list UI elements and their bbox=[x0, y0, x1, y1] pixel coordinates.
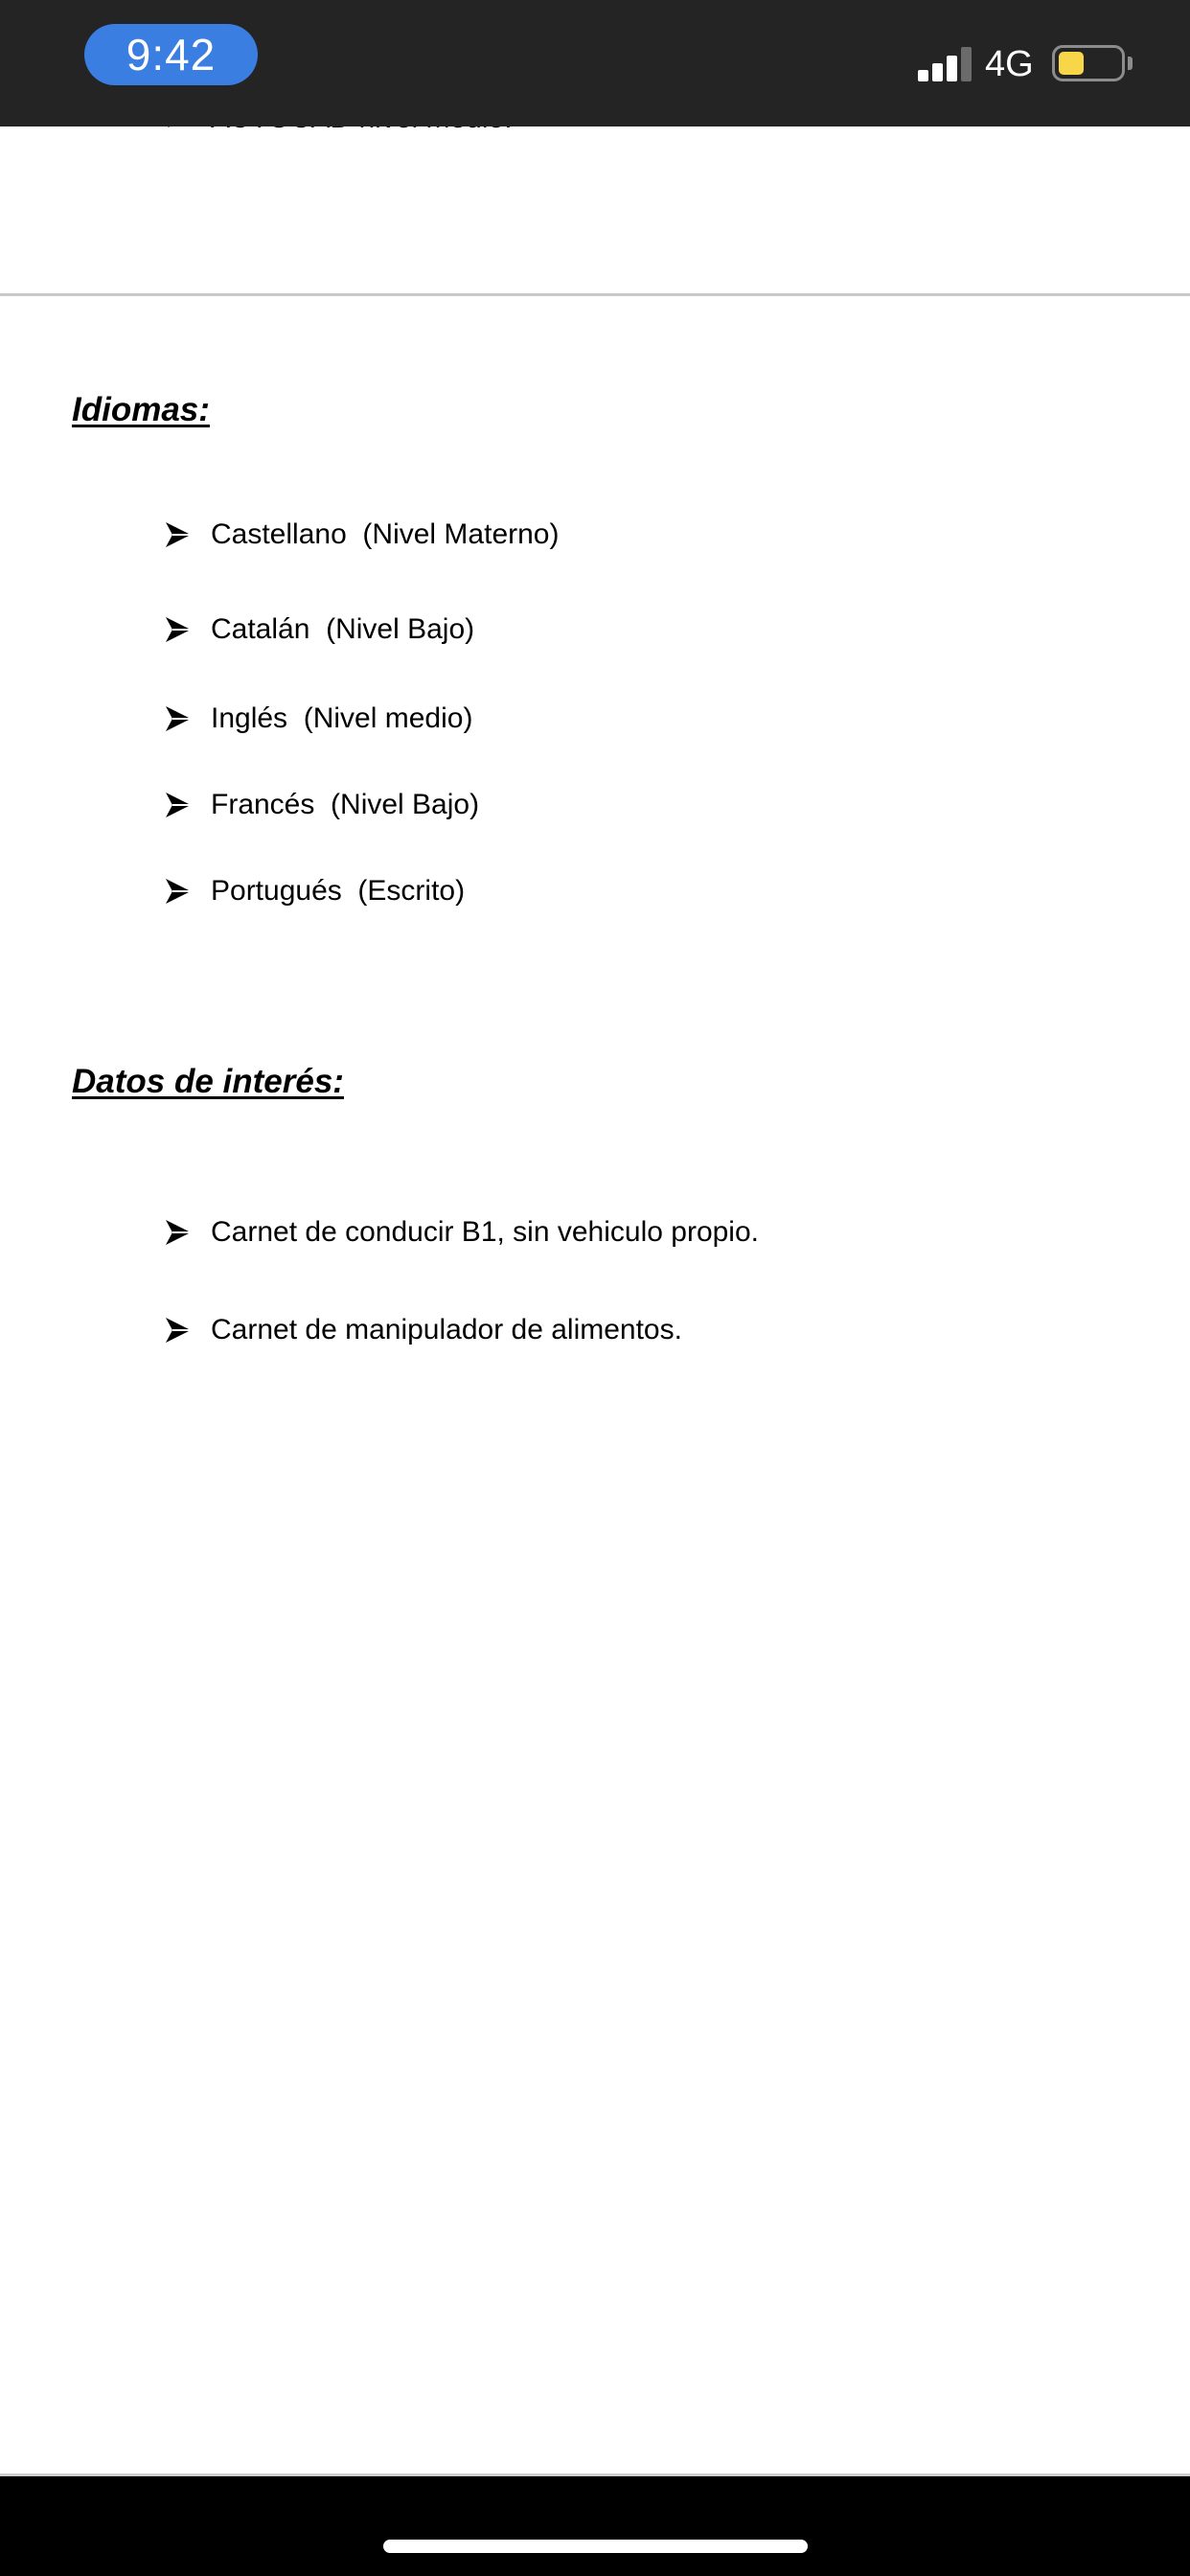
arrowhead-bullet-icon bbox=[165, 1317, 192, 1344]
list-item-text: Portugués (Escrito) bbox=[211, 875, 466, 907]
page-separator bbox=[0, 293, 1190, 296]
list-item bbox=[165, 870, 465, 912]
battery-terminal bbox=[1128, 57, 1133, 70]
list-item-text: Castellano (Nivel Materno) bbox=[211, 518, 560, 550]
home-indicator-bar[interactable] bbox=[383, 2540, 808, 2553]
list-item bbox=[165, 698, 472, 740]
list-item-text: Inglés (Nivel medio) bbox=[211, 702, 473, 734]
arrowhead-bullet-icon bbox=[165, 792, 192, 818]
status-bar bbox=[0, 0, 1190, 126]
section-heading-datos-de-interes: Datos de interés: bbox=[72, 1063, 344, 1100]
cellular-signal-icon bbox=[918, 47, 972, 81]
list-item bbox=[165, 1211, 759, 1254]
home-indicator-area bbox=[0, 2476, 1190, 2576]
list-item-text: Catalán (Nivel Bajo) bbox=[211, 613, 475, 645]
section-heading-idiomas: Idiomas: bbox=[72, 391, 210, 428]
network-type-label: 4G bbox=[985, 44, 1034, 84]
arrowhead-bullet-icon bbox=[165, 1219, 192, 1246]
list-item-text: Carnet de conducir B1, sin vehiculo propio. bbox=[211, 1216, 759, 1248]
signal-bar bbox=[961, 47, 972, 81]
arrowhead-bullet-icon bbox=[165, 616, 192, 643]
battery-level-fill bbox=[1059, 52, 1084, 75]
signal-bar bbox=[947, 56, 957, 81]
status-time[interactable]: 9:42 bbox=[84, 24, 258, 85]
arrowhead-bullet-icon bbox=[165, 521, 192, 548]
list-item bbox=[165, 1309, 682, 1351]
list-item bbox=[165, 514, 559, 556]
list-item-text: Francés (Nivel Bajo) bbox=[211, 789, 480, 820]
signal-bar bbox=[932, 63, 943, 81]
list-item bbox=[165, 784, 479, 826]
arrowhead-bullet-icon bbox=[165, 878, 192, 905]
battery-icon bbox=[1052, 45, 1125, 81]
signal-bar bbox=[918, 70, 928, 81]
list-item bbox=[165, 609, 474, 651]
arrowhead-bullet-icon bbox=[165, 705, 192, 732]
list-item-text: Carnet de manipulador de alimentos. bbox=[211, 1314, 682, 1346]
previous-page-bottom bbox=[0, 126, 1190, 295]
